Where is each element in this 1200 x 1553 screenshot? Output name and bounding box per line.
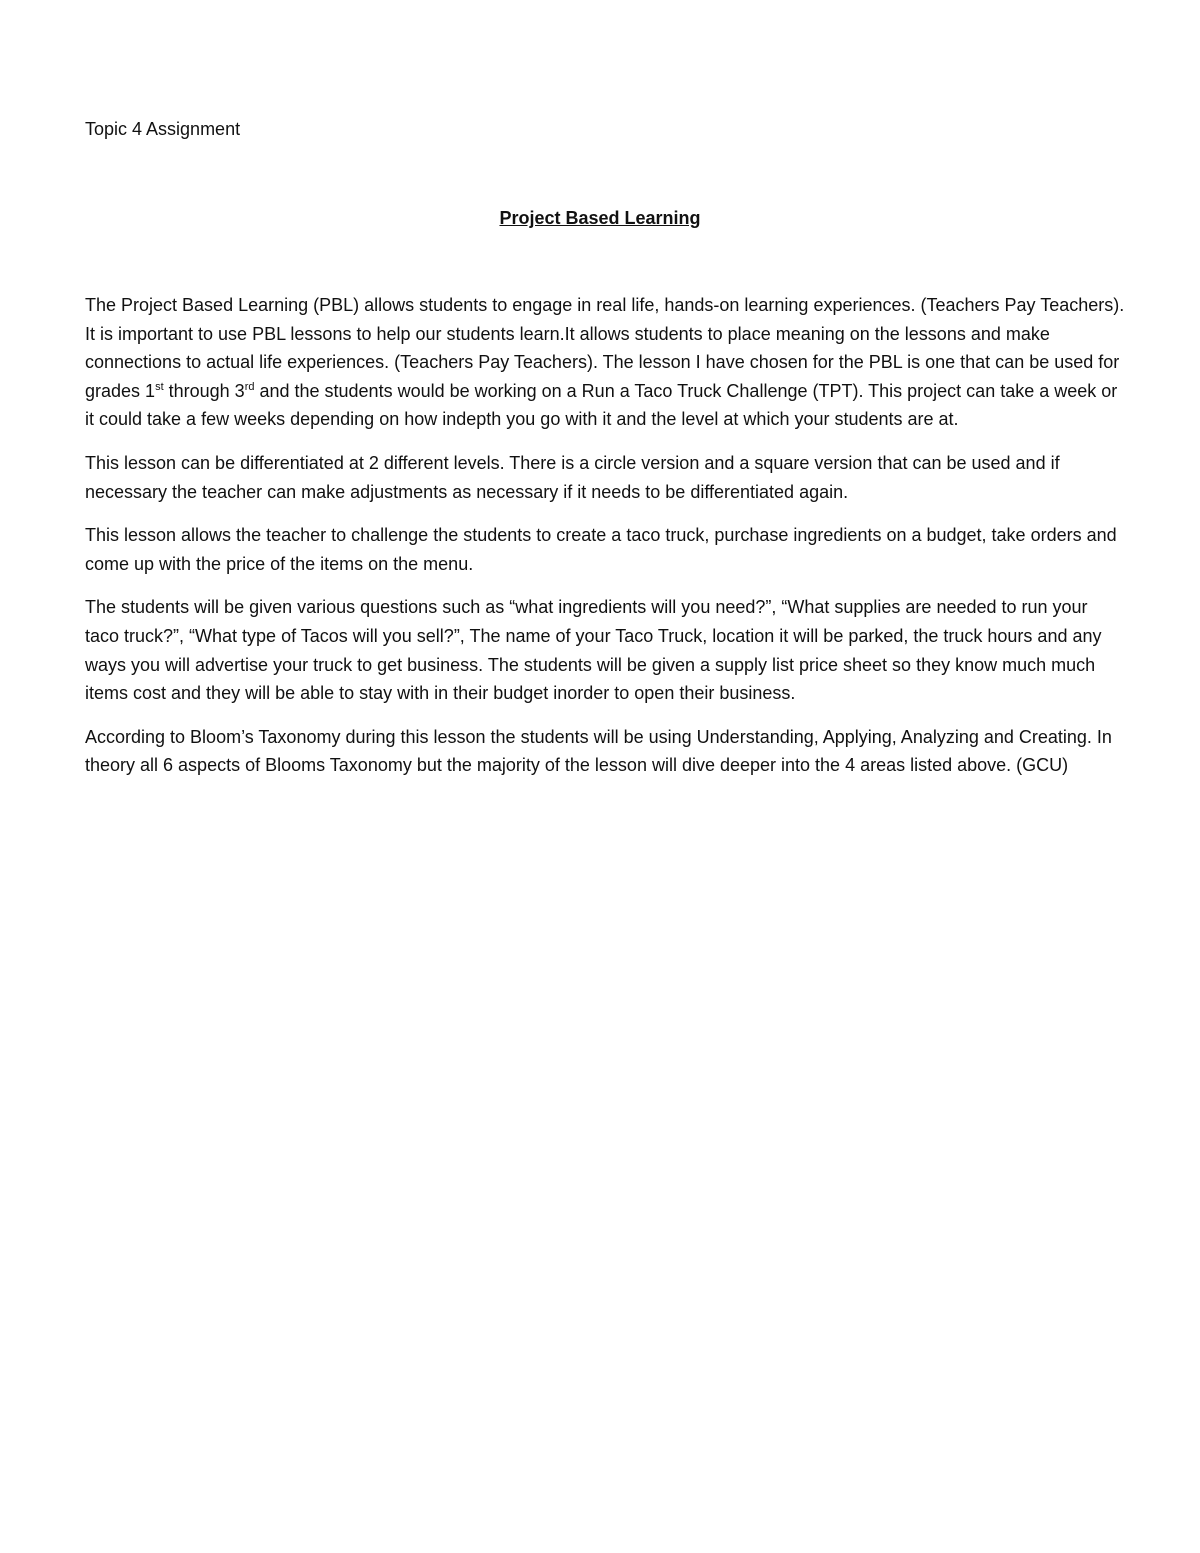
document-title: Project Based Learning	[499, 208, 701, 228]
paragraph-challenge: This lesson allows the teacher to challenge the students to create a taco truck, purchase ingredients on a budget, take orders and come up with the price of the items on the menu.	[85, 525, 1117, 574]
paragraph-intro-text-2: through 3	[163, 380, 245, 401]
paragraph-questions: The students will be given various questions such as “what ingredients will you need?”, “What supplies are needed to run your taco truck?”, “What type of Tacos will you sell?”, The name of your Taco Truck, location it will be parked, the truck hours and any ways you will advertise your truck to get business. The students will be given a supply list price sheet so they know much much items cost and they will be able to stay with in their budget inorder to open their business.	[85, 597, 1102, 704]
paragraph-intro-text-1: The Project Based Learning (PBL) allows students to engage in real life, hands-on learning experiences. (Teachers Pay Teachers). It is important to use PBL lessons to help our students learn.It allows students to place meaning on the lessons and make connections to actual life experiences. (Teachers Pay Teachers). The lesson I have chosen for the PBL is one that can be used for grades 1	[85, 295, 1125, 401]
paragraph-intro	[85, 291, 1125, 434]
assignment-heading: Topic 4 Assignment	[85, 119, 241, 139]
paragraph-intro-text-3: and the students would be working on a Run a Taco Truck Challenge (TPT). This project can take a week or it could take a few weeks depending on how indepth you go with it and the level at which your students are at.	[85, 380, 1118, 430]
superscript-st: st	[155, 380, 164, 393]
paragraph-differentiation: This lesson can be differentiated at 2 different levels. There is a circle version and a square version that can be used and if necessary the teacher can make adjustments as necessary if it needs to be differentiated again.	[85, 452, 1060, 502]
superscript-rd: rd	[244, 380, 255, 393]
paragraph-blooms-taxonomy: According to Bloom’s Taxonomy during this lesson the students will be using Understanding, Applying, Analyzing and Creating. In theory all 6 aspects of Blooms Taxonomy but the majority of the lesson will dive deeper into the 4 areas listed above. (GCU)	[85, 726, 1112, 776]
document-body	[85, 291, 1125, 795]
